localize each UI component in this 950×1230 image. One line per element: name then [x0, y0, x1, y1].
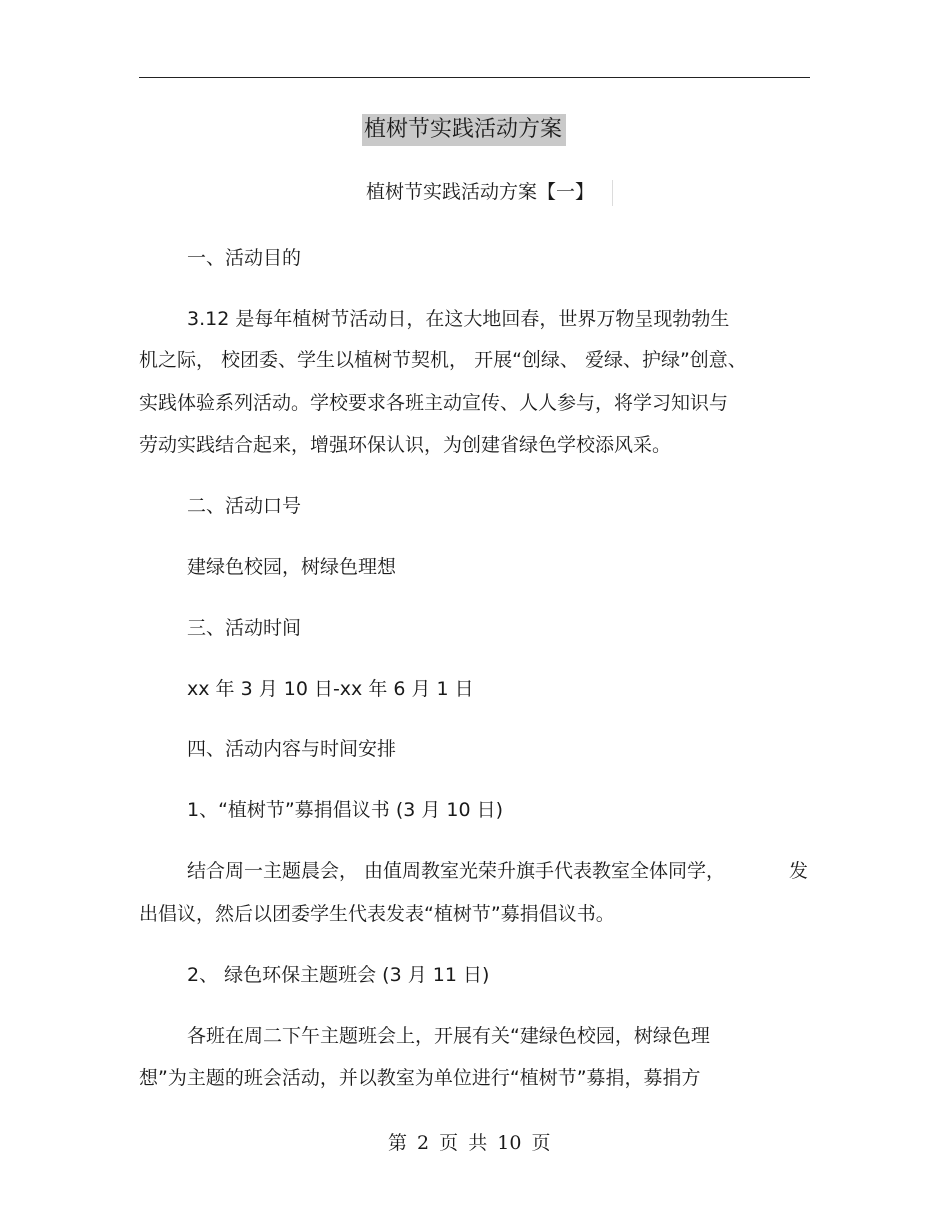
- paragraph-line: 各班在周二下午主题班会上，开展有关“建绿色校园，树绿色理: [187, 1025, 710, 1047]
- paragraph-line: 结合周一主题晨会， 由值周教室光荣升旗手代表教室全体同学，: [187, 860, 726, 882]
- paragraph-line-end: 发: [789, 860, 809, 882]
- page-footer: 第 2 页 共 10 页: [388, 1132, 551, 1154]
- section-heading-content: 四、活动内容与时间安排: [187, 738, 397, 760]
- paragraph-line: 实践体验系列活动。学校要求各班主动宣传、人人参与，将学习知识与: [139, 392, 729, 414]
- section-heading-time: 三、活动时间: [187, 617, 302, 639]
- item-heading: 1、“植树节”募捐倡议书 (3 月 10 日): [187, 799, 504, 821]
- paragraph-line: xx 年 3 月 10 日-xx 年 6 月 1 日: [187, 678, 474, 700]
- paragraph-line: 机之际， 校团委、学生以植树节契机， 开展“创绿、 爱绿、护绿”创意、: [139, 349, 747, 371]
- paragraph-line: 建绿色校园，树绿色理想: [187, 556, 397, 578]
- paragraph-line: 想”为主题的班会活动，并以教室为单位进行“植树节”募捐，募捐方: [139, 1067, 701, 1089]
- document-title: 植树节实践活动方案: [362, 114, 566, 146]
- section-heading-slogan: 二、活动口号: [187, 495, 302, 517]
- document-subtitle: 植树节实践活动方案【一】: [366, 180, 613, 206]
- section-heading-purpose: 一、活动目的: [187, 247, 302, 269]
- paragraph-line: 出倡议，然后以团委学生代表发表“植树节”募捐倡议书。: [139, 903, 615, 925]
- paragraph-line: 3.12 是每年植树节活动日，在这大地回春，世界万物呈现勃勃生: [187, 308, 730, 330]
- item-heading: 2、 绿色环保主题班会 (3 月 11 日): [187, 964, 490, 986]
- paragraph-line: 劳动实践结合起来，增强环保认识，为创建省绿色学校添风采。: [139, 434, 672, 456]
- header-rule: [139, 77, 810, 78]
